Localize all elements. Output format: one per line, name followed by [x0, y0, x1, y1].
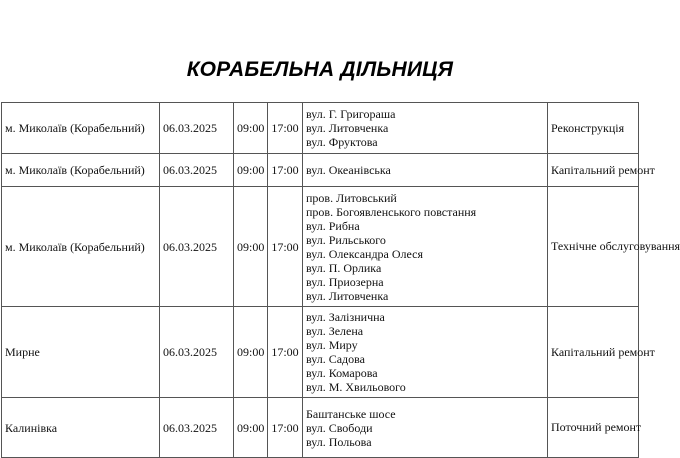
locality-cell: м. Миколаїв (Корабельний): [2, 187, 160, 307]
start-time-cell: 09:00: [234, 307, 268, 398]
locality-cell: м. Миколаїв (Корабельний): [2, 154, 160, 187]
street-item: вул. Фруктова: [306, 135, 378, 149]
date-cell: 06.03.2025: [160, 154, 234, 187]
date-cell: 06.03.2025: [160, 103, 234, 154]
work-type-cell: Капітальний ремонт: [548, 307, 639, 398]
start-time-cell: 09:00: [234, 103, 268, 154]
street-item: вул. Литовченка: [306, 288, 389, 303]
streets-cell: [303, 187, 548, 307]
streets-cell: [303, 398, 548, 458]
work-type-cell: Реконструкція: [548, 103, 639, 154]
end-time-cell: 17:00: [268, 154, 303, 187]
locality-cell: Калинівка: [2, 398, 160, 458]
table-row: [2, 103, 639, 154]
street-item: вул. Г. Григораша: [306, 107, 396, 121]
streets-cell: [303, 154, 548, 187]
street-item: вул. Олександра Олеся: [306, 246, 424, 261]
date-cell: 06.03.2025: [160, 187, 234, 307]
street-item: вул. Литовченка: [306, 121, 389, 135]
work-type-cell: Технічне обслуговування: [548, 187, 639, 307]
start-time-cell: 09:00: [234, 187, 268, 307]
date-cell: 06.03.2025: [160, 398, 234, 458]
start-time-cell: 09:00: [234, 398, 268, 458]
locality-cell: м. Миколаїв (Корабельний): [2, 103, 160, 154]
street-item: вул. Рибна: [306, 218, 360, 233]
street-item: вул. Приозерна: [306, 274, 384, 289]
page-title: КОРАБЕЛЬНА ДІЛЬНИЦЯ: [186, 58, 454, 81]
end-time-cell: 17:00: [268, 103, 303, 154]
street-item: вул. Польова: [306, 434, 372, 449]
street-item: вул. Зелена: [306, 324, 364, 338]
street-item: вул. М. Хвильового: [306, 380, 406, 394]
street-item: вул. П. Орлика: [306, 260, 382, 275]
street-item: Баштанське шосе: [306, 406, 396, 421]
table-row: [2, 398, 639, 458]
table-row: [2, 154, 639, 187]
street-item: вул. Миру: [306, 338, 358, 352]
street-item: вул. Океанівська: [306, 163, 391, 177]
street-item: пров. Богоявленського повстання: [306, 204, 477, 219]
street-item: пров. Литовський: [306, 190, 397, 205]
end-time-cell: 17:00: [268, 307, 303, 398]
streets-cell: [303, 307, 548, 398]
work-type-cell: Поточний ремонт: [548, 398, 639, 458]
outage-schedule-table: [1, 102, 680, 458]
table-row: [2, 187, 639, 307]
start-time-cell: 09:00: [234, 154, 268, 187]
street-item: вул. Комарова: [306, 366, 378, 380]
street-item: вул. Свободи: [306, 420, 373, 435]
end-time-cell: 17:00: [268, 398, 303, 458]
table-row: [2, 307, 639, 398]
work-type-cell: Капітальний ремонт: [548, 154, 639, 187]
date-cell: 06.03.2025: [160, 307, 234, 398]
streets-cell: [303, 103, 548, 154]
end-time-cell: 17:00: [268, 187, 303, 307]
street-item: вул. Садова: [306, 352, 365, 366]
street-item: вул. Залізнична: [306, 310, 385, 324]
street-item: вул. Рильського: [306, 232, 386, 247]
locality-cell: Мирне: [2, 307, 160, 398]
